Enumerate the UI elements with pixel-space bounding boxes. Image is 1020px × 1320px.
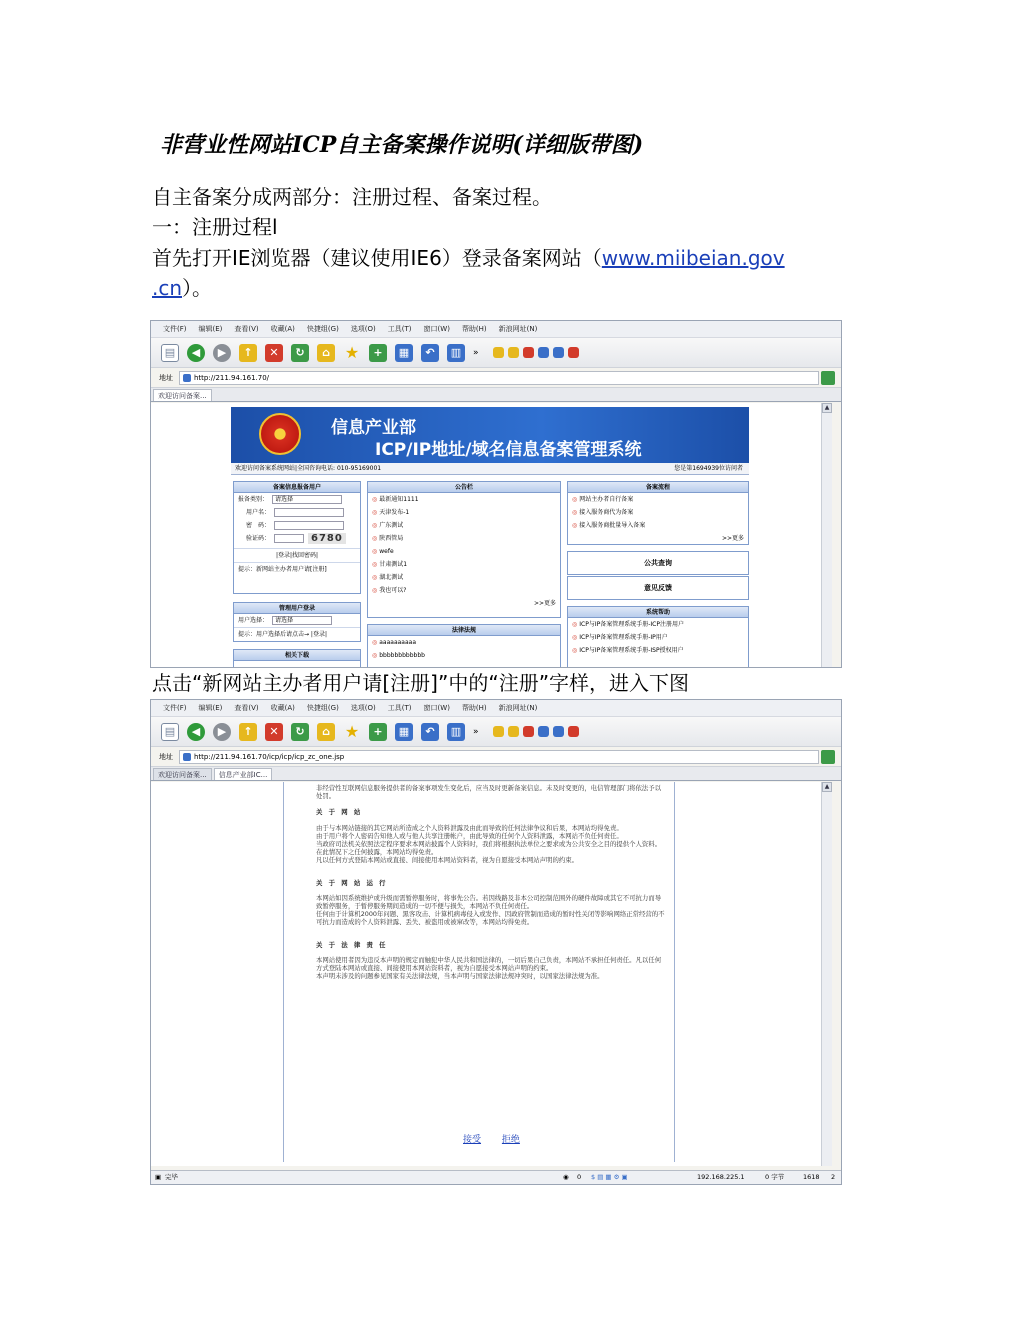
favorites-star-icon[interactable]: ★ bbox=[344, 722, 360, 741]
code-row bbox=[234, 532, 360, 545]
history-icon[interactable]: ▦ bbox=[395, 723, 413, 741]
status-bytes: 0 字节 bbox=[765, 1173, 785, 1181]
beian-website-link-cont[interactable]: .cn bbox=[152, 276, 183, 300]
process-more-link[interactable]: >>更多 bbox=[721, 535, 744, 542]
instruction-text-end: ）。 bbox=[182, 276, 213, 300]
status-number-1: 1618 bbox=[803, 1173, 820, 1181]
toolbar-chevron-icon[interactable]: » bbox=[473, 347, 479, 358]
user-label: 用户名： bbox=[246, 509, 271, 516]
downloads-header: 相关下载 bbox=[234, 650, 360, 661]
notice-item[interactable]: ◎ wefe bbox=[372, 548, 394, 555]
section-paragraph: 当政府司法机关依照法定程序要求本网站披露个人资料时，我们将根据执法单位之要求或为公共安全之目的提供个人资料。在此情况下之任何披露，本网站均得免责。 bbox=[316, 840, 662, 857]
caption-2: 点击“新网站主办者用户请[注册]”中的“注册”字样，进入下图 bbox=[152, 671, 690, 695]
pwd-label: 密 码： bbox=[246, 522, 271, 529]
agreement-text bbox=[316, 784, 666, 980]
downloads-panel bbox=[233, 649, 361, 668]
menu-help[interactable]: 帮助(H) bbox=[461, 325, 487, 333]
tab-miit[interactable]: 信息产业部IC... bbox=[214, 768, 273, 780]
menu-sina[interactable]: 新浪网址(N) bbox=[498, 325, 538, 333]
notice-item[interactable]: ◎ 天津发布-1 bbox=[372, 509, 410, 516]
process-panel bbox=[567, 481, 749, 545]
law-header: 法律法规 bbox=[368, 625, 560, 636]
address-bar bbox=[151, 747, 841, 767]
tile-icon[interactable] bbox=[538, 726, 549, 737]
public-query-label: 公共查询 bbox=[644, 559, 672, 567]
password-input[interactable] bbox=[274, 521, 344, 530]
public-query-button[interactable] bbox=[567, 551, 749, 575]
menu-file[interactable]: 文件(F) bbox=[163, 704, 187, 712]
status-ip: 192.168.225.1 bbox=[697, 1173, 745, 1181]
status-count: 0 bbox=[577, 1173, 582, 1181]
menu-window[interactable]: 窗口(W) bbox=[423, 325, 450, 333]
menu-view[interactable]: 查看(V) bbox=[234, 325, 259, 333]
help-item[interactable]: ◎ ICP与IP备案管理系统手册-ICP注册用户 bbox=[572, 621, 684, 628]
go-icon[interactable] bbox=[821, 371, 835, 385]
section-title: 关 于 法 律 责 任 bbox=[316, 940, 388, 949]
tab-welcome[interactable]: 欢迎访问备案... bbox=[153, 389, 212, 401]
admin-select-row bbox=[234, 614, 360, 627]
menu-view[interactable]: 查看(V) bbox=[234, 704, 259, 712]
tile-icon[interactable] bbox=[538, 347, 549, 358]
vertical-scrollbar[interactable] bbox=[821, 782, 832, 1166]
status-bar bbox=[151, 1170, 842, 1184]
instruction-line-1 bbox=[152, 243, 785, 273]
home-icon[interactable]: ⌂ bbox=[317, 344, 335, 362]
notice-panel bbox=[367, 481, 561, 618]
close-tab-icon[interactable] bbox=[523, 726, 534, 737]
address-label: 地址 bbox=[159, 752, 173, 761]
tab-strip bbox=[151, 388, 841, 402]
stop-icon[interactable]: ✕ bbox=[265, 344, 283, 362]
notice-item[interactable]: ◎ 我也可以? bbox=[372, 587, 407, 594]
feedback-button[interactable] bbox=[567, 576, 749, 600]
add-favorite-icon[interactable]: + bbox=[369, 344, 387, 362]
notice-item[interactable]: ◎ 湖北测试 bbox=[372, 574, 404, 581]
url-input[interactable]: http://211.94.161.70/icp/icp/icp_zc_one.jsp bbox=[179, 750, 819, 764]
accept-button[interactable]: 接受 bbox=[463, 1135, 482, 1145]
section-title: 关 于 网 站 运 行 bbox=[316, 878, 388, 887]
close-tab-icon[interactable] bbox=[523, 347, 534, 358]
page-content bbox=[151, 782, 832, 1166]
notice-item[interactable]: ◎ 甘肃测试1 bbox=[372, 561, 408, 568]
window-icon[interactable] bbox=[493, 347, 504, 358]
instruction-text: 首先打开IE浏览器（建议使用IE6）登录备案网站（ bbox=[152, 246, 602, 270]
national-emblem-icon bbox=[259, 413, 301, 455]
refresh-icon[interactable]: ↻ bbox=[291, 344, 309, 362]
up-icon[interactable]: ↑ bbox=[239, 344, 257, 362]
notice-item[interactable]: ◎ 最新通知1111 bbox=[372, 496, 419, 503]
menu-file[interactable]: 文件(F) bbox=[163, 325, 187, 333]
process-item[interactable]: ◎ 网站主办者自行备案 bbox=[572, 496, 634, 503]
section-paragraph: 本网站使用者因为违反本声明的规定而触犯中华人民共和国法律的，一切后果自己负责，本网站不承担任何责任。凡以任何方式登陆本网站或直接、间接使用本网站资料者，视为自愿接受本网站声明的约束。 bbox=[316, 955, 662, 973]
menu-window[interactable]: 窗口(W) bbox=[423, 704, 450, 712]
forward-icon[interactable]: ▶ bbox=[213, 344, 231, 362]
section-paragraph: 本网站如因系统维护或升级而需暂停服务时，将事先公告。若因线路及非本公司控制范围外的硬件故障或其它不可抗力而导致暂停服务，于暂停服务期间造成的一切不便与损失，本网站不负任何责任。 bbox=[316, 893, 662, 911]
document-title: 非营业性网站ICP自主备案操作说明(详细版带图) bbox=[160, 132, 644, 158]
status-text: 完毕 bbox=[165, 1173, 178, 1181]
toolbar-chevron-icon[interactable]: » bbox=[473, 726, 479, 737]
user-row bbox=[234, 506, 360, 519]
intro-paragraph: 自主备案分成两部分：注册过程、备案过程。 bbox=[152, 185, 552, 209]
register-hint[interactable]: 提示：新网站主办者用户请[注册] bbox=[234, 562, 360, 576]
up-icon[interactable]: ↑ bbox=[239, 723, 257, 741]
process-item[interactable]: ◎ 接入服务商批量导入备案 bbox=[572, 522, 646, 529]
law-panel bbox=[367, 624, 561, 668]
history-icon[interactable]: ▦ bbox=[395, 344, 413, 362]
section-title: 关 于 网 站 bbox=[316, 808, 363, 817]
section-paragraph: 由于用户将个人密码告知他人或与他人共享注册帐户，由此导致的任何个人资料泄露，本网站不负任何责任。 bbox=[316, 831, 623, 840]
type-label: 报备类别： bbox=[238, 496, 269, 503]
menu-tools[interactable]: 工具(T) bbox=[387, 325, 412, 333]
vertical-scrollbar[interactable] bbox=[821, 403, 832, 668]
login-links[interactable]: |登录|找回密码| bbox=[234, 548, 360, 562]
login-panel-header: 备案信息报备用户 bbox=[234, 482, 360, 493]
notice-more-link[interactable]: >>更多 bbox=[533, 600, 556, 607]
tools-icon[interactable]: ▥ bbox=[447, 723, 465, 741]
notice-item[interactable]: ◎ 陕西管局 bbox=[372, 535, 404, 542]
admin-panel-header: 管理用户登录 bbox=[234, 603, 360, 614]
cascade-icon[interactable] bbox=[553, 347, 564, 358]
visitor-count: 您是第1694939位访问者 bbox=[674, 465, 743, 472]
new-page-icon[interactable]: ▤ bbox=[161, 344, 179, 362]
section-paragraph: 凡以任何方式登陆本网站或直接、间接使用本网站资料者，视为自愿接受本网站声明的约束。 bbox=[316, 856, 579, 865]
scroll-up-icon[interactable]: ▲ bbox=[822, 403, 832, 413]
toolbar bbox=[151, 338, 841, 368]
type-row bbox=[234, 493, 360, 506]
add-favorite-icon[interactable]: + bbox=[369, 723, 387, 741]
menu-edit[interactable]: 编辑(E) bbox=[198, 704, 223, 712]
menu-bar bbox=[151, 700, 841, 717]
tab-welcome[interactable]: 欢迎访问备案... bbox=[153, 768, 212, 780]
browser-screenshot-1 bbox=[150, 320, 842, 668]
tab-strip bbox=[151, 767, 841, 781]
step1-heading: 一：注册过程l bbox=[152, 215, 278, 239]
toolbar bbox=[151, 717, 841, 747]
status-count-icon: ◉ bbox=[563, 1173, 569, 1181]
back-icon[interactable]: ◀ bbox=[187, 344, 205, 362]
pwd-row bbox=[234, 519, 360, 532]
law-item[interactable]: ◎ aaaaaaaaaa bbox=[372, 639, 417, 646]
status-number-2: 2 bbox=[831, 1173, 836, 1181]
browser-screenshot-2 bbox=[150, 699, 842, 1185]
captcha-input[interactable] bbox=[274, 534, 304, 543]
site-banner bbox=[231, 407, 749, 463]
agreement-actions bbox=[463, 1132, 538, 1145]
window2-icon[interactable] bbox=[508, 347, 519, 358]
favorites-star-icon[interactable]: ★ bbox=[344, 343, 360, 362]
instruction-line-2 bbox=[152, 273, 212, 303]
tools-icon[interactable]: ▥ bbox=[447, 344, 465, 362]
menu-favorites[interactable]: 收藏(A) bbox=[270, 704, 295, 712]
banner-title-1: 信息产业部 bbox=[331, 418, 416, 438]
status-tool-icons[interactable]: $ ▤ ▦ ⚙ ▣ bbox=[591, 1173, 628, 1181]
help-item[interactable]: ◎ ICP与IP备案管理系统手册-ISP授权用户 bbox=[572, 647, 684, 654]
undo-icon[interactable]: ↶ bbox=[421, 344, 439, 362]
window-icon[interactable] bbox=[493, 726, 504, 737]
home-icon[interactable]: ⌂ bbox=[317, 723, 335, 741]
feedback-label: 意见反馈 bbox=[644, 584, 672, 592]
scroll-up-icon[interactable]: ▲ bbox=[822, 782, 832, 792]
menu-sina[interactable]: 新浪网址(N) bbox=[498, 704, 538, 712]
back-icon[interactable]: ◀ bbox=[187, 723, 205, 741]
login-panel bbox=[233, 481, 361, 594]
undo-icon[interactable]: ↶ bbox=[421, 723, 439, 741]
admin-select-label: 用户选择： bbox=[238, 617, 269, 624]
address-bar bbox=[151, 368, 841, 388]
menu-options[interactable]: 选项(O) bbox=[350, 704, 376, 712]
menu-edit[interactable]: 编辑(E) bbox=[198, 325, 223, 333]
menu-favorites[interactable]: 收藏(A) bbox=[270, 325, 295, 333]
captcha-image: 6780 bbox=[308, 533, 346, 544]
section-paragraph: 由于与本网站链接的其它网站所造成之个人资料泄露及由此而导致的任何法律争议和后果，本网站均得免责。 bbox=[316, 823, 623, 832]
forward-icon[interactable]: ▶ bbox=[213, 723, 231, 741]
close-all-icon[interactable] bbox=[568, 726, 579, 737]
cascade-icon[interactable] bbox=[553, 726, 564, 737]
code-label: 验证码： bbox=[246, 535, 271, 542]
process-item[interactable]: ◎ 接入服务商代为备案 bbox=[572, 509, 634, 516]
admin-user-select[interactable]: 请选择 bbox=[272, 616, 332, 625]
refresh-icon[interactable]: ↻ bbox=[291, 723, 309, 741]
notice-item[interactable]: ◎ 广东测试 bbox=[372, 522, 404, 529]
new-page-icon[interactable]: ▤ bbox=[161, 723, 179, 741]
agreement-intro: 非经营性互联网信息服务提供者的备案事项发生变化后，应当及时更新备案信息。未及时变更的，电信管理部门将依法予以处罚。 bbox=[316, 784, 662, 801]
admin-hint[interactable]: 提示：用户选择后请点击→ |登录| bbox=[234, 627, 360, 641]
banner-title-2: ICP/IP地址/域名信息备案管理系统 bbox=[375, 440, 642, 460]
help-panel bbox=[567, 606, 749, 668]
window2-icon[interactable] bbox=[508, 726, 519, 737]
section-paragraph: 任何由于计算机2000年问题、黑客攻击、计算机病毒侵入或发作、因政府管制而造成的暂时性关闭等影响网络正常经营的不可抗力而造成的个人资料泄露、丢失、被盗用或被窜改等，本网站均得免责。 bbox=[316, 910, 665, 927]
username-input[interactable] bbox=[274, 508, 344, 517]
menu-tools[interactable]: 工具(T) bbox=[387, 704, 412, 712]
beian-website-link[interactable]: www.miibeian.gov bbox=[601, 246, 785, 270]
info-bar bbox=[231, 463, 749, 475]
help-header: 系统帮助 bbox=[568, 607, 748, 618]
url-input[interactable]: http://211.94.161.70/ bbox=[179, 371, 819, 385]
info-left: 欢迎访问备案系统网站|全国咨询电话: 010-95169001 bbox=[235, 465, 382, 472]
menu-shortcut-groups[interactable]: 快捷组(G) bbox=[306, 704, 339, 712]
process-header: 备案流程 bbox=[568, 482, 748, 493]
close-all-icon[interactable] bbox=[568, 347, 579, 358]
menu-shortcut-groups[interactable]: 快捷组(G) bbox=[306, 325, 339, 333]
type-select[interactable]: 请选择 bbox=[272, 495, 342, 504]
help-item[interactable]: ◎ ICP与IP备案管理系统手册-IP用户 bbox=[572, 634, 668, 641]
menu-bar bbox=[151, 321, 841, 338]
go-icon[interactable] bbox=[821, 750, 835, 764]
reject-button[interactable]: 拒绝 bbox=[501, 1135, 520, 1145]
admin-login-panel bbox=[233, 602, 361, 642]
stop-icon[interactable]: ✕ bbox=[265, 723, 283, 741]
page-content bbox=[151, 403, 832, 668]
menu-help[interactable]: 帮助(H) bbox=[461, 704, 487, 712]
address-label: 地址 bbox=[159, 373, 173, 382]
law-item[interactable]: ◎ bbbbbbbbbbbb bbox=[372, 652, 425, 659]
section-paragraph: 本声明未涉及的问题参见国家有关法律法规，当本声明与国家法律法规冲突时，以国家法律法规为准。 bbox=[316, 972, 604, 981]
page-done-icon: ▣ bbox=[155, 1173, 162, 1181]
notice-header: 公告栏 bbox=[368, 482, 560, 493]
menu-options[interactable]: 选项(O) bbox=[350, 325, 376, 333]
